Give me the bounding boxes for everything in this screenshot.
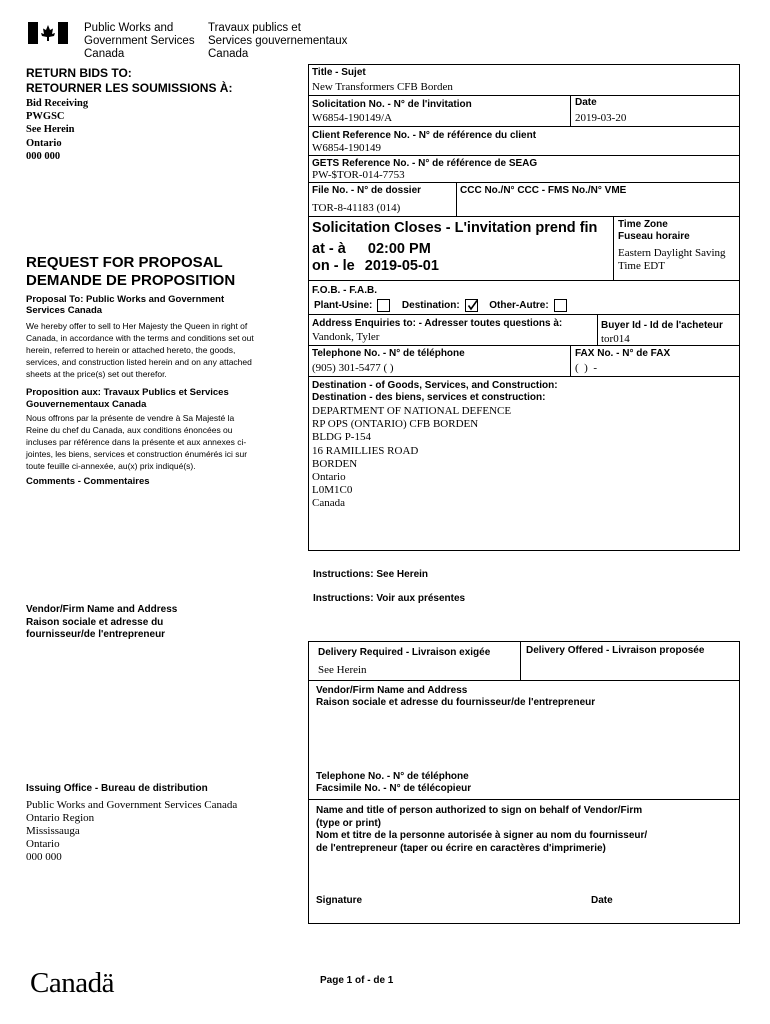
plant-checkbox[interactable]	[377, 299, 390, 312]
other-checkbox[interactable]	[554, 299, 567, 312]
proposition-label: Proposition aux: Travaux Publics et Services Gouvernementaux Canada	[26, 387, 229, 410]
ccc-no-label: CCC No./N° CCC - FMS No./N° VME	[460, 185, 627, 196]
dept-en-line: Canada	[84, 48, 125, 60]
dept-fr-line: Services gouvernementaux	[208, 35, 348, 47]
destination-checkbox[interactable]	[465, 299, 478, 312]
dept-fr-line: Canada	[208, 48, 249, 60]
return-bids-heading	[26, 66, 232, 96]
destination-line: BORDEN	[312, 457, 358, 470]
rfp-title-fr: DEMANDE DE PROPOSITION	[26, 272, 236, 289]
canada-wordmark: Canadä	[30, 967, 114, 999]
fob-label: F.O.B. - F.A.B.	[312, 285, 377, 296]
address-line: See Herein	[26, 124, 75, 136]
delivery-required-label: Delivery Required - Livraison exigée	[318, 647, 491, 658]
department-name-en	[84, 22, 195, 61]
vendor-firm-left-label	[26, 604, 177, 642]
plant-label: Plant-Usine:	[314, 300, 373, 312]
proposal-to-text: We hereby offer to sell to Her Majesty the Queen in right of Canada, in accordance with the terms and conditions set out herein, referred to herein or attached hereto, the goods, services, and construction listed herein and on any attached sheets at the price(s) set out therefor.	[26, 321, 254, 379]
address-line: Ontario Region	[26, 812, 95, 824]
comments-label: Comments - Commentaires	[26, 476, 150, 487]
vendor-firm-label	[316, 685, 595, 709]
timezone-label	[618, 219, 690, 243]
timezone-value-line: Time EDT	[618, 260, 665, 272]
address-line: 000 000	[26, 851, 62, 863]
auth-label-line: Nom et titre de la personne autorisée à signer au nom du fournisseur/	[316, 830, 648, 841]
checkmark-icon	[466, 299, 479, 312]
telephone-value: (905) 301-5477 ( )	[312, 362, 394, 374]
file-no-value: TOR-8-41183 (014)	[312, 202, 401, 214]
address-line: Ontario	[26, 838, 60, 850]
vendor-contact-labels	[316, 771, 471, 795]
date-label: Date	[575, 97, 597, 108]
address-line: Ontario	[26, 137, 62, 149]
vendor-label-en: Vendor/Firm Name and Address	[316, 685, 468, 696]
issuing-office-address	[26, 799, 237, 864]
date-value: 2019-03-20	[575, 112, 627, 124]
closing-time-value: 02:00 PM	[367, 241, 431, 257]
telephone-label: Telephone No. - N° de téléphone	[312, 348, 465, 359]
proposition-text: Nous offrons par la présente de vendre à Sa Majesté la Reine du chef du Canada, aux conditions énoncées ou incluses par référence dans la présente et aux annexes ci-jointes, les biens, services et construction énumérés ici sur toute feuille ci-annexée, au(x) prix indiqué(s).	[26, 413, 248, 471]
address-enquiries-value: Vandonk, Tyler	[312, 331, 380, 343]
vendor-label-fr: Raison sociale et adresse du	[26, 616, 164, 628]
dept-en-line: Public Works and	[84, 22, 174, 34]
instructions-fr: Instructions: Voir aux présentes	[313, 593, 466, 604]
solicitation-closes-label: Solicitation Closes - L'invitation prend fin	[312, 220, 598, 236]
destination-line: 16 RAMILLIES ROAD	[312, 444, 419, 457]
vendor-facsimile-label: Facsimile No. - N° de télécopieur	[316, 783, 472, 794]
address-line: 000 000	[26, 150, 61, 162]
solicitation-no-value: W6854-190149/A	[312, 112, 393, 124]
auth-label-line: (type or print)	[316, 817, 381, 829]
instructions-en: Instructions: See Herein	[313, 569, 429, 580]
authorized-signer-label	[316, 805, 647, 855]
dept-fr-line: Travaux publics et	[208, 22, 301, 34]
address-line: Public Works and Government Services Canada	[26, 799, 238, 811]
closing-date-value: 2019-05-01	[364, 258, 439, 274]
destination-address	[312, 405, 511, 511]
other-label: Other-Autre:	[489, 300, 549, 312]
destination-line: Canada	[312, 497, 345, 510]
title-value: New Transformers CFB Borden	[312, 81, 453, 93]
return-bids-address	[26, 97, 88, 163]
timezone-value	[618, 247, 726, 273]
destination-line: RP OPS (ONTARIO) CFB BORDEN	[312, 418, 479, 431]
issuing-office-label: Issuing Office - Bureau de distribution	[26, 783, 208, 794]
signature-date-label: Date	[591, 895, 613, 906]
fax-label: FAX No. - N° de FAX	[575, 348, 671, 359]
address-line: PWGSC	[26, 111, 65, 123]
vendor-label-en: Vendor/Firm Name and Address	[26, 604, 178, 615]
closing-time-row	[312, 241, 431, 258]
gets-reference-label: GETS Reference No. - N° de référence de SEAG	[312, 158, 538, 169]
gets-reference-value: PW-$TOR-014-7753	[312, 169, 405, 181]
client-reference-label: Client Reference No. - N° de référence du client	[312, 130, 537, 141]
auth-label-line: de l'entrepreneur (taper ou écrire en caractères d'imprimerie)	[316, 842, 606, 854]
page-number: Page 1 of - de 1	[320, 975, 394, 986]
buyer-id-label: Buyer Id - Id de l'acheteur	[601, 320, 723, 331]
vendor-label-fr2: fournisseur/de l'entrepreneur	[26, 629, 166, 640]
solicitation-no-label: Solicitation No. - N° de l'invitation	[312, 99, 472, 110]
rfp-title-en: REQUEST FOR PROPOSAL	[26, 254, 223, 271]
title-label: Title - Sujet	[312, 67, 366, 78]
dept-en-line: Government Services	[84, 35, 195, 47]
auth-label-line: Name and title of person authorized to sign on behalf of Vendor/Firm	[316, 805, 643, 816]
destination-label-fr: Destination - des biens, services et construction:	[312, 392, 546, 403]
fax-value: ( ) -	[575, 362, 597, 374]
destination-line: Ontario	[312, 471, 346, 484]
canada-flag-icon	[28, 22, 68, 44]
vendor-telephone-label: Telephone No. - N° de téléphone	[316, 771, 469, 782]
destination-line: BLDG P-154	[312, 431, 371, 444]
destination-label: Destination:	[401, 300, 460, 312]
at-label: at - à	[312, 241, 346, 257]
file-no-label: File No. - N° de dossier	[312, 185, 422, 196]
timezone-label-en: Time Zone	[618, 219, 668, 230]
delivery-required-value: See Herein	[318, 664, 367, 676]
buyer-id-value: tor014	[601, 333, 630, 345]
return-bids-title-fr: RETOURNER LES SOUMISSIONS À:	[26, 81, 233, 95]
vendor-label-fr: Raison sociale et adresse du fournisseur/de l'entrepreneur	[316, 697, 596, 708]
rfp-heading	[26, 254, 235, 290]
closing-date-row	[312, 258, 439, 275]
department-name-fr	[208, 22, 347, 61]
address-line: Bid Receiving	[26, 98, 89, 109]
delivery-offered-label[interactable]: Delivery Offered - Livraison proposée	[526, 645, 705, 656]
return-bids-title-en: RETURN BIDS TO:	[26, 66, 132, 80]
government-logo	[28, 22, 68, 44]
destination-label-en: Destination - of Goods, Services, and Construction:	[312, 380, 558, 391]
timezone-label-fr: Fuseau horaire	[618, 231, 690, 242]
vendor-firm-field[interactable]	[312, 712, 736, 768]
proposal-to-label: Proposal To: Public Works and Government Services Canada	[26, 294, 225, 316]
address-enquiries-label: Address Enquiries to: - Adresser toutes questions à:	[312, 318, 563, 329]
client-reference-value: W6854-190149	[312, 142, 382, 154]
fob-options-row	[314, 299, 567, 312]
signature-field[interactable]	[312, 907, 736, 921]
address-line: Mississauga	[26, 825, 80, 837]
signature-label: Signature	[316, 895, 363, 906]
destination-line: L0M1C0	[312, 484, 353, 497]
on-label: on - le	[312, 258, 355, 274]
destination-heading	[312, 380, 558, 404]
authorized-signer-field[interactable]	[312, 858, 736, 888]
timezone-value-line: Eastern Daylight Saving	[618, 247, 726, 259]
destination-line: DEPARTMENT OF NATIONAL DEFENCE	[312, 405, 512, 417]
